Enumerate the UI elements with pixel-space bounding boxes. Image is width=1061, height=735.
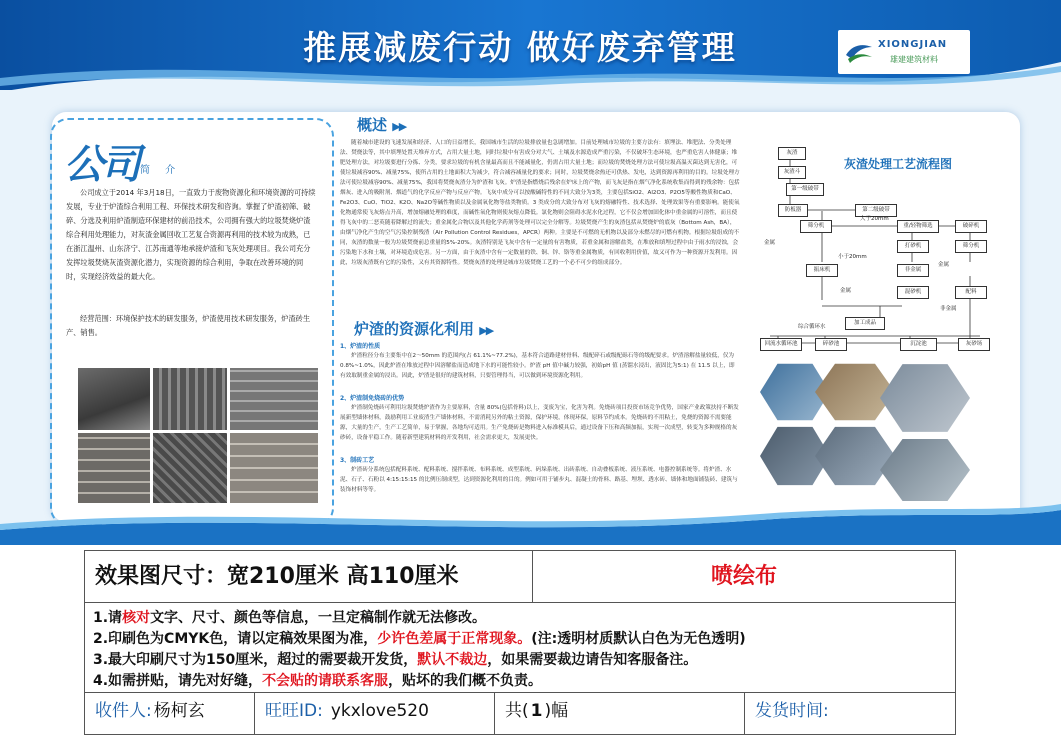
brick-advantage-text: 炉渣制免烧砖可利用垃圾焚烧炉渣作为主要原料，含量 80%(包括骨料)以上，变废为宝，化害为利。免烧砖项目投资市场竞争优势，国家产业政策扶持不断发展新型墙体材料，鼓励利用工业废渣生产墙体材料，不需消耗另外的粘土资源，保护环境，体现环保，原料节约成本。免烧砖的不用粘土，免烧的资源不需要能源，大量的生产，生产工艺简单，易于掌握，各地均可适用。生产免烧砖是物料进入标准模具后，通过设备下压和高频加振，实现一次成型，转变为多种规格的灰砂砖，设备平稳工作。随着新型建筑材料的开发利用，社会需求更大，发展更快。 [340,405,739,441]
shipping-row [85,693,955,735]
flow-box-crusher: 破碎机 [955,220,987,233]
flow-label-metal: 金属 [764,240,776,246]
note-3-c: ，如果需要裁边请告知客服备注。 [487,652,698,668]
overview-arrow-icon: ▶▶ [392,120,406,133]
flow-label-nonmetal: 非金属 [940,306,957,312]
company-scope-text: 经营范围：环境保护技术的研发服务，炉渣使用技术研发服务，炉渣砖生产、销售。 [66,314,311,337]
notes-row [85,603,955,693]
property-text: 炉渣粒径分布主要集中在2～50mm 的范围内(占 61.1%~77.2%)，基本符合道路建材骨料、级配碎石或级配砾石等的级配要求。炉渣溶解盐量较低，仅为0.8%~1.0%，因此炉渣在堆放过程中因溶解盐而造成地下水的可能性较小。炉渣 pH 值中碱力较强，初始pH 值 (蒸馏水浸出，液固比为5:1) 在 11.5 以上，即有效取制重金属的浸出。因此，炉渣是很好的建筑材料，只要管理得当，可以做到环境资源化利用。 [340,353,735,379]
note-4 [93,670,542,690]
note-2-c: (注:透明材质默认白色为无色透明) [531,631,746,647]
flow-box-sand-pool: 碎砂池 [815,338,847,351]
flow-box-hopper: 灰渣斗 [778,166,806,179]
flow-box-sediment: 沉淀池 [900,338,937,351]
ship-time-cell [745,693,955,735]
brick-photo-2 [153,368,227,430]
poster-title: 推展减废行动 做好废弃管理 [303,28,737,67]
note-1 [93,607,486,627]
flow-box-screen: 筛分机 [800,220,832,233]
wangwang-label: 旺旺ID: [265,701,323,721]
company-intro-text: 公司成立于2014 年3月18日，一直致力于废物资源化和环境资源的可持续发展，专业于炉渣综合利用工程、环保技术研发和咨询。掌握了炉渣初筛、破碎、分选及利用炉渣制造环保建材的前沿技术，公司拥有强大的垃圾焚烧炉渣综合利用处理能力，对灰渣金属回收工艺复合资源再利用的技术较为成熟，已在浙江温州、山东济宁、江苏南通等地承接炉渣和飞灰处理项目。我公司充分发挥垃圾焚烧灰渣资源化潜力，实现资源的综合利用，争取在改善环境的同时，实现经济效益的最大化。 [66,188,316,281]
flow-label-recycle-water: 综合循环水 [798,324,826,330]
brick-process-text: 炉渣砖分系统包括配料系统、配料系统、搅拌系统、布料系统、成型系统、码垛系统、出砖系统、自动叠板系统、液压系统、电器控制系统等。将炉渣、水泥、石子、石粉以 4:15:15:15 的比例压制成型，达到资源化利用的目的。例如可用于铺步丸、混凝土的骨料、路基、埋坝、透水砖、墙体和地面铺装砖、建筑与装饰材料等等。 [340,467,738,493]
note-2-a: 2.印刷色为CMYK色，请以定稿效果图为准， [93,631,378,647]
flow-label-metal-2: 金属 [938,262,950,268]
note-2-b: 少许色差属于正常现象。 [377,631,532,647]
brick-process-subheading: 3、制砖工艺 [340,457,375,464]
flow-box-product: 加工成品 [845,317,885,330]
resource-heading-text: 炉渣的资源化利用 [354,320,475,338]
note-4-b: 不会贴的请联系客服 [262,673,389,689]
flow-box-plate: 防板器 [778,204,808,217]
overview-text: 随着城市建设的飞速发展和经济、人口的日益增长，我国城市生活的垃圾排放量也急剧增加。目前处理城市垃圾的主要方法有：填埋法、堆肥法、分类处理法、焚烧法等，其中填埋处置天堆弃方式，占用大量土地，同时垃圾中有害成分对大气、土壤及水源造成严重污染，不仅破坏生态环境，也严重危害人体健康；堆肥处理方法，对垃圾要进行分拣、分类，要求垃圾的有机含量最高而且不能减量化，仍需占用大量土地；而垃圾的焚烧处理方法可使垃圾高温灭菌达到无害化，可使垃圾减容90%、减量75%，使所占用的土地面积大为减少，符合减容减量化的要求；同时，垃圾焚烧余热还可供热、发电，达到资源再利用的目的。垃圾处理方法可使垃圾减容90%、减量75%，我国将焚烧灰渣分为炉渣和飞灰。炉渣是指燃烧后残余在炉床上的产物，而飞灰是指在烟气净化系统收集而得到的残余物：包括烟灰、进入的吸附剂、烟道气的化学反应产物与反应产物。飞灰中成分可以按酸碱特性的不同大致分为3类，主要包括SiO2、Al2O3、P2O5等酸性物质和CaO、Fe2O3、CuO、TiO2、K2O、Na2O等碱性物质以及金属氧化物等盐类物质。3 类成分的大致分布对飞灰的熔融特性、技术选择、处理效果等有重要影响。能使氧化物通常使飞灰熔点升高，增加熔融处理的难度，而碱性氧化物则使灰熔点降低。氯化物则会阻碍水泥水化过程，它不仅会增加固化体中重金属的可溶性，而且使得飞灰中的二恶英随着降解过的流失；重金属化合物以及其他化学药剂等处理可以完全分解等。垃圾焚烧产生的灰渣包括从焚烧炉的底灰（Bottom Ash，BA），由烟气净化产生的空气污染控制残渣（Air Pollution Control Residues，APCR）两种。主要是不可燃的无机物以及部分未燃尽的可燃有机物。根据垃圾组成的不同，灰渣的数量一般为垃圾焚烧前总重量的5%-20%。灰渣特别是飞灰中含有一定量的有害物质，若重金属和溶解盐类，在堆放和填埋过程中由于雨水的浸蚀，会污染地下水和土壤，对环境造成危害。另一方面，由于灰渣中含有一定数量的铁、铜、锌、铬等重金属物质，有回收利用价值，故又可作为一种资源开发利用。因此，垃圾灰渣既有它的污染性，又有其资源特性。焚烧灰渣的处理是城市垃圾焚烧工艺的一个必不可少的组成部分。 [340,140,740,266]
note-3-b: 默认不裁边 [417,652,488,668]
note-1-c: 文字、尺寸、颜色等信息，一旦定稿制作就无法修改。 [150,610,487,626]
logo-mark-icon [844,37,874,67]
brick-photo-3 [230,368,318,430]
effect-size-label: 效果图尺寸：宽210厘米 高110厘米 [85,551,533,602]
size-row [85,551,955,603]
recipient-cell [85,693,255,735]
flow-box-sander: 打砂机 [897,240,929,253]
note-4-c: ，贴坏的我们概不负责。 [388,673,543,689]
logo-name: XIONGJIAN [878,39,948,50]
brick-photo-1 [78,368,150,430]
flow-box-separation: 重/轻物筛选 [897,220,939,233]
wangwang-cell [255,693,495,735]
flow-box-second-belt: 第二级破带 [855,204,897,217]
note-2 [93,628,746,648]
company-heading: 公司 [64,141,138,188]
flow-label-over20: 大于20mm [860,216,889,222]
order-info-table [84,550,956,735]
company-logo [838,30,970,74]
note-1-a: 1.请 [93,610,123,626]
note-3 [93,649,697,669]
note-3-a: 3.最大印刷尺寸为150厘米，超过的需要裁开发货， [93,652,418,668]
count-suffix: )幅 [544,701,569,721]
resource-arrow-icon: ▶▶ [479,324,493,337]
flow-box-screen-2: 筛分机 [955,240,987,253]
overview-heading [357,114,405,135]
wangwang-value: ykxlove520 [330,701,429,721]
flow-label-metal-3: 金属 [840,288,852,294]
note-4-a: 4.如需拼贴，请先对好缝， [93,673,263,689]
flow-box-batching: 配料 [955,286,987,299]
flow-box-water-pool: 回流水循环池 [760,338,802,351]
overview-heading-text: 概述 [357,116,388,134]
count-prefix: 共( [505,701,529,721]
flow-label-under20: 小于20mm [838,254,867,260]
recipient-value: 杨柯玄 [153,701,205,721]
property-subheading: 1、炉渣的性质 [340,343,381,350]
flow-chart-title: 灰渣处理工艺流程图 [844,157,953,171]
recipient-label: 收件人: [95,701,152,721]
footer-wave [0,490,1061,545]
material-label: 喷绘布 [710,564,777,589]
flow-box-sand-yard: 灰砂场 [958,338,990,351]
count-number: 1 [530,701,543,721]
resource-heading [354,318,492,339]
flow-box-ash: 灰渣 [778,147,806,160]
brick-advantage-subheading: 2、炉渣制免烧砖的优势 [340,395,405,402]
ship-time-label: 发货时间: [755,701,829,721]
flow-box-nonmetal: 非金属 [897,264,929,277]
flow-box-mixer: 混砂机 [897,286,929,299]
company-heading-sub: 简 介 [140,165,182,176]
logo-subtitle: 雄建建筑材料 [890,55,938,64]
count-cell [495,693,745,735]
flow-box-first-belt: 第一级破带 [786,183,824,196]
note-1-b: 核对 [122,610,151,626]
flow-box-shaker: 振床机 [806,264,838,277]
